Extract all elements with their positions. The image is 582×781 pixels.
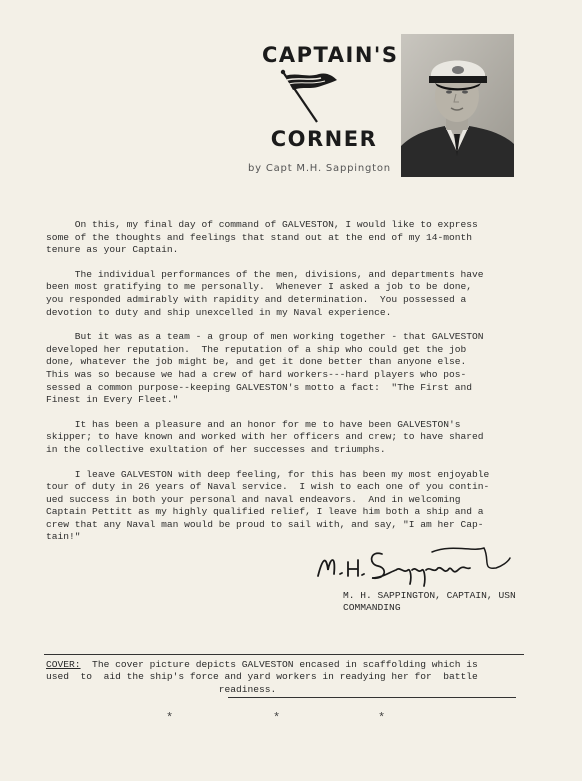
handwritten-signature — [312, 540, 512, 590]
cover-note — [46, 659, 522, 696]
captain-portrait-photo — [401, 34, 514, 177]
footer-star: * — [166, 711, 174, 725]
pennant-flag-icon — [277, 68, 339, 124]
signature-block: M. H. SAPPINGTON, CAPTAIN, USN COMMANDING — [343, 590, 516, 613]
masthead-title-corner: CORNER — [270, 127, 378, 151]
cover-note-label: COVER: — [46, 659, 81, 670]
divider-bottom — [228, 697, 516, 698]
letter-paragraph: I leave GALVESTON with deep feeling, for this has been my most enjoyable tour of duty in 26 years of Naval service. I wish to each one of you contin- ued success in both your personal and naval endeavors. And in welcoming Captain Pettitt as my highly qualified relief, I leave him both a ship and a crew that any Naval man would be proud to sail with, and say, "I am her Cap- tain!" — [46, 468, 490, 543]
masthead-title-captains: CAPTAIN'S — [262, 43, 399, 67]
letter-paragraph: It has been a pleasure and an honor for me to have been GALVESTON's skipper; to have known and worked with her officers and crew; to have shared in the collective exultation of her successes and triumphs. — [46, 418, 484, 455]
byline: by Capt M.H. Sappington — [248, 163, 391, 174]
letter-paragraph: The individual performances of the men, divisions, and departments have been most gratifying to me personally. Whenever I asked a job to be done, you responded admirably with rapidity and determination. You possessed a devotion to duty and ship unexcelled in my Naval experience. — [46, 268, 484, 318]
footer-star: * — [273, 711, 281, 725]
letter-paragraph: On this, my final day of command of GALVESTON, I would like to express some of the thoughts and feelings that stand out at the end of my 14-month tenure as your Captain. — [46, 219, 478, 256]
divider-top — [44, 654, 524, 655]
letter-paragraph: But it was as a team - a group of men working together - that GALVESTON developed her reputation. The reputation of a ship who could get the job done, whatever the job might be, and get it done better than anyone else. This was so because we had a crew of hard workers---hard players who pos- sessed a common purpose--keeping GALVESTON's motto a fact: "The First and Finest in Every Fleet." — [46, 331, 484, 406]
footer-star: * — [378, 711, 386, 725]
cover-note-text: The cover picture depicts GALVESTON encased in scaffolding which is used to aid the ship's force and yard workers in readying her for battle readiness. — [46, 659, 478, 695]
letter-body — [46, 219, 534, 556]
